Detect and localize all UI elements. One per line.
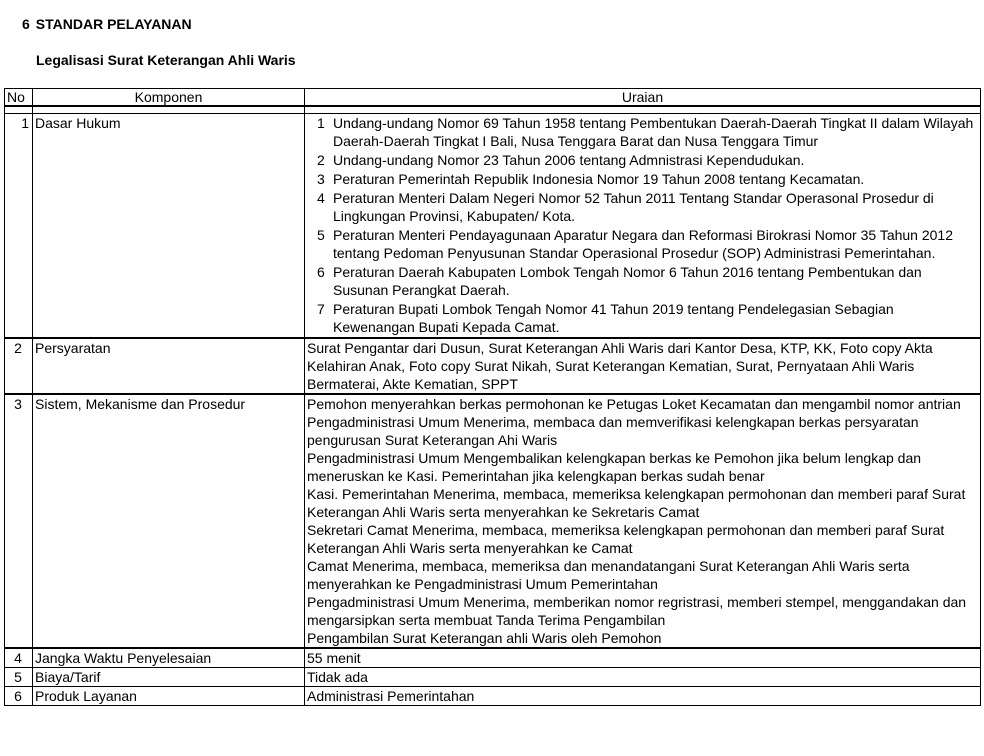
table-row xyxy=(5,394,981,648)
row-description: 55 menit xyxy=(305,648,981,668)
list-item: 7 Peraturan Bupati Lombok Tengah Nomor 41 Tahun 2019 tentang Pendelegasian Sebagian Kewenangan Bupati Kepada Camat. xyxy=(317,301,894,335)
row-number: 4 xyxy=(5,648,33,668)
row-description: Tidak ada xyxy=(305,668,981,687)
row-number: 5 xyxy=(5,668,33,687)
header-component: Komponen xyxy=(33,89,305,107)
table-row xyxy=(5,668,981,687)
procedure-step: Pengadministrasi Umum Menerima, memberikan nomor regristrasi, memberi stempel, menggandakan dan mengarsipkan serta membuat Tanda Terima Pengambilan xyxy=(307,594,967,628)
row-description xyxy=(305,114,981,339)
list-item: 3 Peraturan Pemerintah Republik Indonesia Nomor 19 Tahun 2008 tentang Kecamatan. xyxy=(317,171,865,187)
procedure-step: Pemohon menyerahkan berkas permohonan ke Petugas Loket Kecamatan dan mengambil nomor antrian xyxy=(307,396,961,412)
procedure-step: Sekretari Camat Menerima, membaca, memeriksa kelengkapan permohonan dan memberi paraf Surat Keterangan Ahli Waris serta menyerahkan ke Camat xyxy=(307,522,945,556)
procedure-step: Camat Menerima, membaca, memeriksa dan menandatangani Surat Keterangan Ahli Waris serta menyerahkan ke Pengadministrasi Umum Pemerintahan xyxy=(307,558,910,592)
row-number: 1 xyxy=(5,114,33,339)
list-item: 4 Peraturan Menteri Dalam Negeri Nomor 52 Tahun 2011 Tentang Standar Operasonal Prosedur di Lingkungan Provinsi, Kabupaten/ Kota. xyxy=(317,190,934,224)
table-row xyxy=(5,114,981,339)
legal-basis-list xyxy=(307,114,978,336)
row-description xyxy=(305,394,981,648)
header-no: No xyxy=(5,89,33,107)
row-component: Jangka Waktu Penyelesaian xyxy=(33,648,305,668)
section-heading xyxy=(22,16,192,32)
header-description: Uraian xyxy=(305,89,981,107)
row-component: Dasar Hukum xyxy=(33,114,305,339)
row-number: 2 xyxy=(5,338,33,394)
row-component: Sistem, Mekanisme dan Prosedur xyxy=(33,394,305,648)
section-number: 6 xyxy=(22,16,30,32)
row-number: 6 xyxy=(5,687,33,706)
row-description: Surat Pengantar dari Dusun, Surat Keterangan Ahli Waris dari Kantor Desa, KTP, KK, Foto copy Akta Kelahiran Anak, Foto copy Surat Nikah, Surat Keterangan Kematian, Surat, Pernyataan Ahli Waris Bermaterai, Akte Kematian, SPPT xyxy=(305,338,981,394)
row-component: Persyaratan xyxy=(33,338,305,394)
row-description: Administrasi Pemerintahan xyxy=(305,687,981,706)
list-item: 1 Undang-undang Nomor 69 Tahun 1958 tentang Pembentukan Daerah-Daerah Tingkat II dalam Wilayah Daerah-Daerah Tingkat I Bali, Nusa Tenggara Barat dan Nusa Tenggara Timur xyxy=(317,115,974,149)
list-item: 6 Peraturan Daerah Kabupaten Lombok Tengah Nomor 6 Tahun 2016 tentang Pembentukan dan Susunan Perangkat Daerah. xyxy=(317,264,922,298)
procedure-step: Kasi. Pemerintahan Menerima, membaca, memeriksa kelengkapan permohonan dan memberi paraf Surat Keterangan Ahli Waris serta menyerahkan ke Sekretaris Camat xyxy=(307,486,966,520)
list-item: 5 Peraturan Menteri Pendayagunaan Aparatur Negara dan Reformasi Birokrasi Nomor 35 Tahun 2012 tentang Pedoman Penyusunan Standar Operasional Prosedur (SOP) Administrasi Pemerintahan. xyxy=(317,227,953,261)
section-title: STANDAR PELAYANAN xyxy=(35,16,192,32)
service-standard-table xyxy=(4,88,981,706)
table-header-row xyxy=(5,89,981,107)
row-component: Biaya/Tarif xyxy=(33,668,305,687)
row-number: 3 xyxy=(5,394,33,648)
table-row xyxy=(5,338,981,394)
list-item: 2 Undang-undang Nomor 23 Tahun 2006 tentang Admnistrasi Kependudukan. xyxy=(317,152,805,168)
procedure-step: Pengadministrasi Umum Menerima, membaca dan memverifikasi kelengkapan berkas persyaratan pengurusan Surat Keterangan Ahi Waris xyxy=(307,414,919,448)
service-title: Legalisasi Surat Keterangan Ahli Waris xyxy=(36,52,296,68)
header-spacer-row xyxy=(5,106,981,114)
table-row xyxy=(5,687,981,706)
table-row xyxy=(5,648,981,668)
procedure-step: Pengadministrasi Umum Mengembalikan kelengkapan berkas ke Pemohon jika belum lengkap dan meneruskan ke Kasi. Pemerintahan jika kelengkapan berkas sudah benar xyxy=(307,450,922,484)
row-component: Produk Layanan xyxy=(33,687,305,706)
procedure-step: Pengambilan Surat Keterangan ahli Waris oleh Pemohon xyxy=(307,630,662,646)
